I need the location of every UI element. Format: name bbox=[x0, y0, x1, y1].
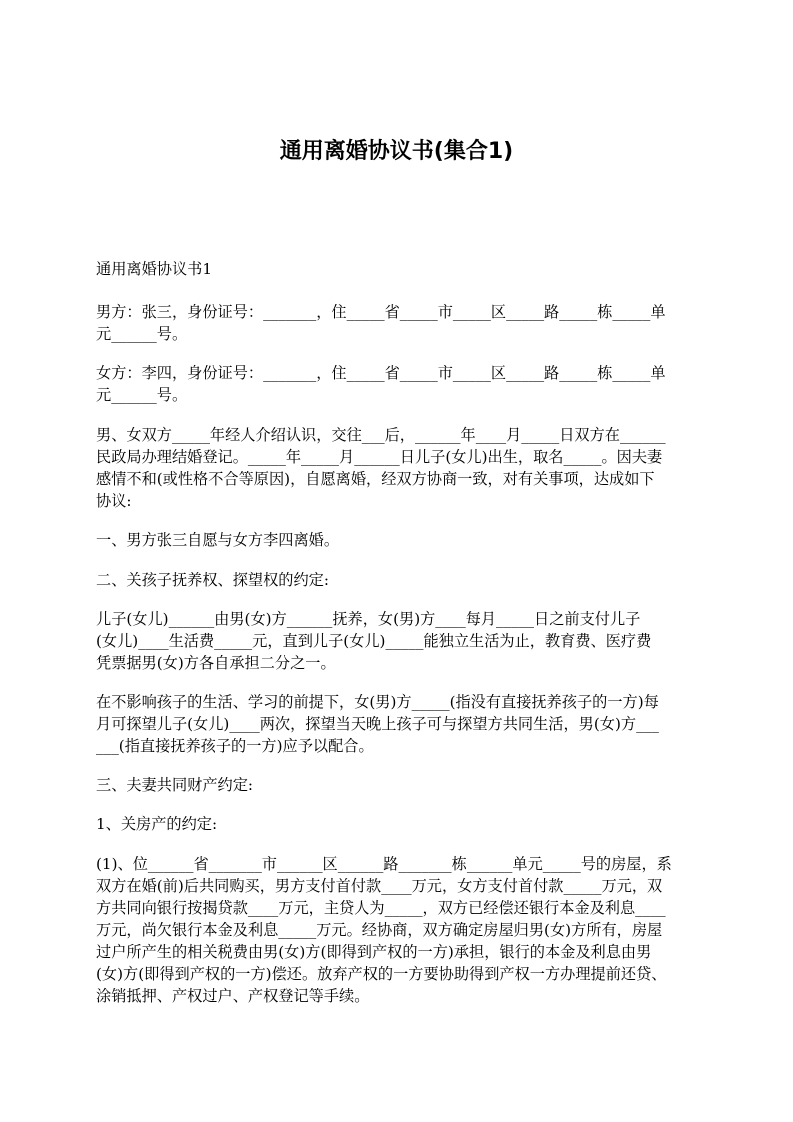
text-line: 涂销抵押、产权过户、产权登记等手续。 bbox=[96, 987, 370, 1005]
text-line: 男、女双方_____年经人介绍认识，交往___后，______年____月_____日双方在______ bbox=[96, 426, 666, 444]
text-line: ___(指直接抚养孩子的一方)应予以配合。 bbox=[96, 737, 374, 755]
text-line: 双方在婚(前)后共同购买，男方支付首付款____万元，女方支付首付款_____万元，双 bbox=[96, 877, 663, 895]
text-line: 元______号。 bbox=[96, 386, 188, 404]
text-line: 万元，尚欠银行本金及利息_____万元。经协商，双方确定房屋归男(女)方所有，房屋 bbox=[96, 921, 663, 939]
text-line: 女方：李四，身份证号：_______，住_____省_____市_____区_____路_____栋_____单 bbox=[96, 364, 666, 382]
text-line: 民政局办理结婚登记。_____年_____月______日儿子(女儿)出生，取名_____。因夫妻 bbox=[96, 448, 663, 466]
text-line: 三、夫妻共同财产约定: bbox=[96, 776, 253, 794]
text-line: 过户所产生的相关税费由男(女)方(即得到产权的一方)承担，银行的本金及利息由男 bbox=[96, 943, 652, 961]
text-line: 儿子(女儿)______由男(女)方______抚养，女(男)方____每月_____日之前支付儿子 bbox=[96, 610, 641, 628]
text-line: 元______号。 bbox=[96, 325, 188, 343]
text-line: 1、关房产的约定: bbox=[96, 815, 218, 833]
text-line: 协议: bbox=[96, 492, 132, 510]
text-line: (1)、位______省_______市______区______路_______栋______单元_____号的房屋，系 bbox=[96, 855, 672, 873]
text-line: 凭票据男(女)方各自承担二分之一。 bbox=[96, 654, 336, 672]
text-line: 一、男方张三自愿与女方李四离婚。 bbox=[96, 531, 339, 549]
text-line: 感情不和(或性格不合等原因)，自愿离婚，经双方协商一致，对有关事项，达成如下 bbox=[96, 470, 655, 488]
text-line: 月可探望儿子(女儿)____两次，探望当天晚上孩子可与探望方共同生活，男(女)方___ bbox=[96, 715, 659, 733]
text-line: 在不影响孩子的生活、学习的前提下，女(男)方_____(指没有直接抚养孩子的一方)每 bbox=[96, 693, 659, 711]
document-title: 通用离婚协议书(集合1) bbox=[279, 139, 514, 164]
text-line: 二、关孩子抚养权、探望权的约定: bbox=[96, 571, 329, 589]
text-line: (女儿)____生活费_____元，直到儿子(女儿)_____能独立生活为止，教育费、医疗费 bbox=[96, 632, 652, 650]
section-heading: 通用离婚协议书1 bbox=[96, 260, 212, 278]
text-line: 男方：张三，身份证号：_______，住_____省_____市_____区_____路_____栋_____单 bbox=[96, 303, 666, 321]
text-line: (女)方(即得到产权的一方)偿还。放弃产权的一方要协助得到产权一方办理提前还贷、 bbox=[96, 965, 667, 983]
text-line: 方共同向银行按揭贷款____万元，主贷人为_____，双方已经偿还银行本金及利息____ bbox=[96, 899, 666, 917]
